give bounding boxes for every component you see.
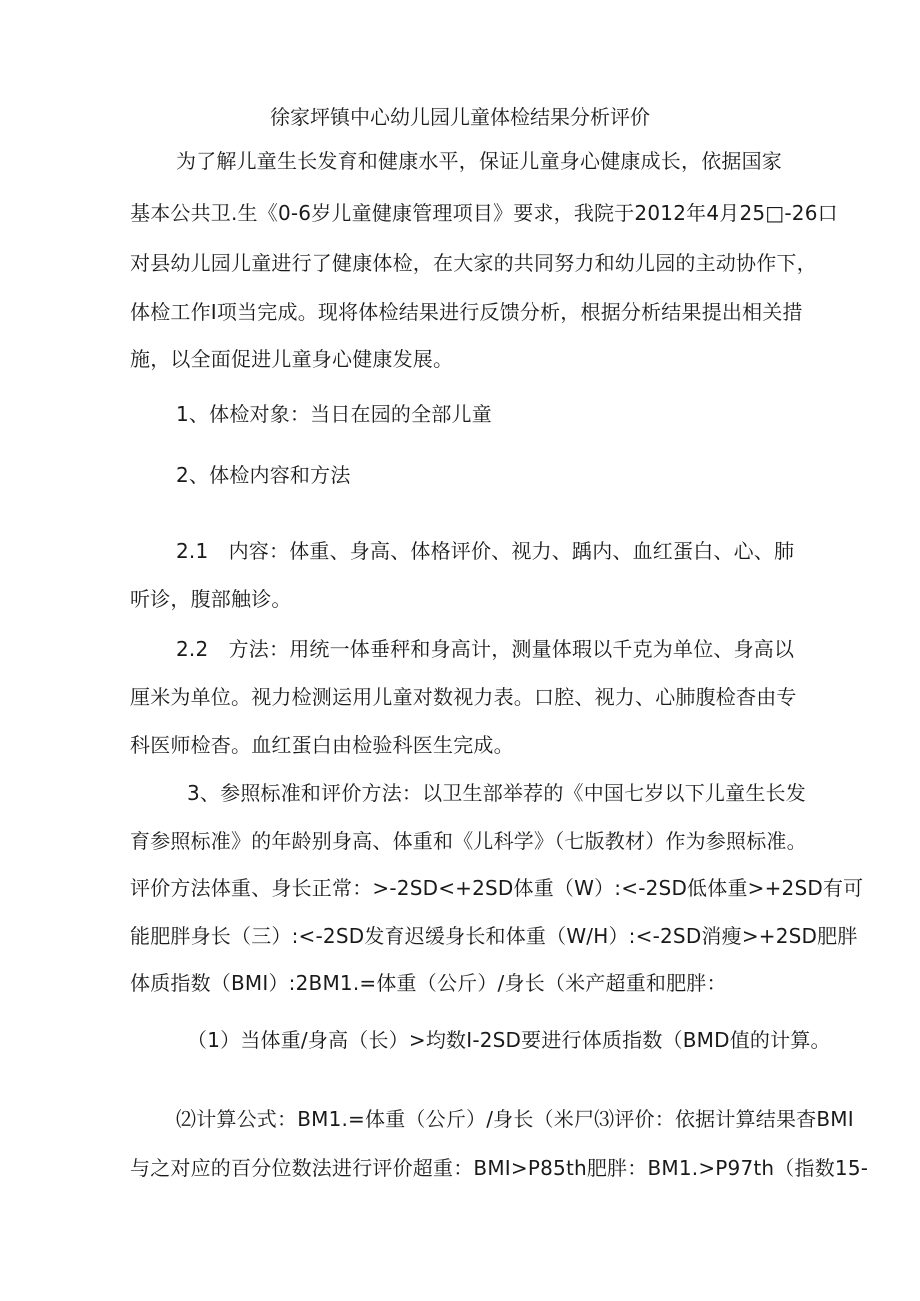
section-1-heading: 1、体检对象：当日在园的全部儿童 [176,402,492,426]
section-2-2-line-2: 厘米为单位。视力检测运用儿童对数视力表。口腔、视力、心肺腹检杳由专 [130,685,797,709]
intro-line-2: 基本公共卫.生《0-6岁儿童健康管理项目》要求，我院于2012年4月25□-26口 [130,201,838,225]
item-1-line: （1）当体重/身高（长）>均数I-2SD要进行体质指数（BMD值的计算。 [187,1028,831,1052]
section-2-1-line-2: 听诊，腹部触诊。 [130,587,292,611]
section-2-1-line-1: 2.1 内容：体重、身高、体格评价、视力、踽内、血红蛋白、心、肺 [176,539,795,563]
section-2-2-line-1: 2.2 方法：用统一体垂秤和身高计，测量体瑕以千克为单位、身高以 [176,637,795,661]
section-3-line-4: 能肥胖身长（三）:<-2SD发育迟缓身长和体重（W/H）:<-2SD消瘦>+2SD肥胖 [130,924,858,948]
intro-line-3: 对县幼儿园儿童进行了健康体检，在大家的共同努力和幼儿园的主动协作下， [130,251,817,275]
intro-line-5: 施，以全面促进儿童身心健康发展。 [130,347,454,371]
section-2-heading: 2、体检内容和方法 [176,463,351,487]
item-2-line-1: ⑵计算公式：BM1.=体重（公斤）/身长（米尸⑶评价：依据计算结果杳BMI [176,1107,854,1131]
section-3-line-5: 体质指数（BMI）:2BM1.=体重（公斤）/身长（米产超重和肥胖： [130,971,727,995]
section-3-line-2: 育参照标准》的年龄别身高、体重和《儿科学》（七版教材）作为参照标准。 [130,829,807,853]
section-3-line-1: 3、参照标准和评价方法：以卫生部举荐的《中国七岁以下儿童生长发 [187,781,806,805]
document-title: 徐家坪镇中心幼儿园儿童体检结果分析评价 [270,105,650,129]
intro-line-4: 体检工作I项当完成。现将体检结果进行反馈分析，根据分析结果提出相关措 [130,300,803,324]
item-2-line-2: 与之对应的百分位数法进行评价超重：BMI>P85th肥胖：BM1.>P97th（指数15- [130,1156,869,1180]
intro-line-1: 为了解儿童生长发育和健康水平，保证儿童身心健康成长，依据国家 [176,149,782,173]
section-3-line-3: 评价方法体重、身长正常：>-2SD<+2SD体重（W）:<-2SD低体重>+2SD有可 [130,876,864,900]
section-2-2-line-3: 科医师检杳。血红蛋白由检验科医生完成。 [130,733,514,757]
